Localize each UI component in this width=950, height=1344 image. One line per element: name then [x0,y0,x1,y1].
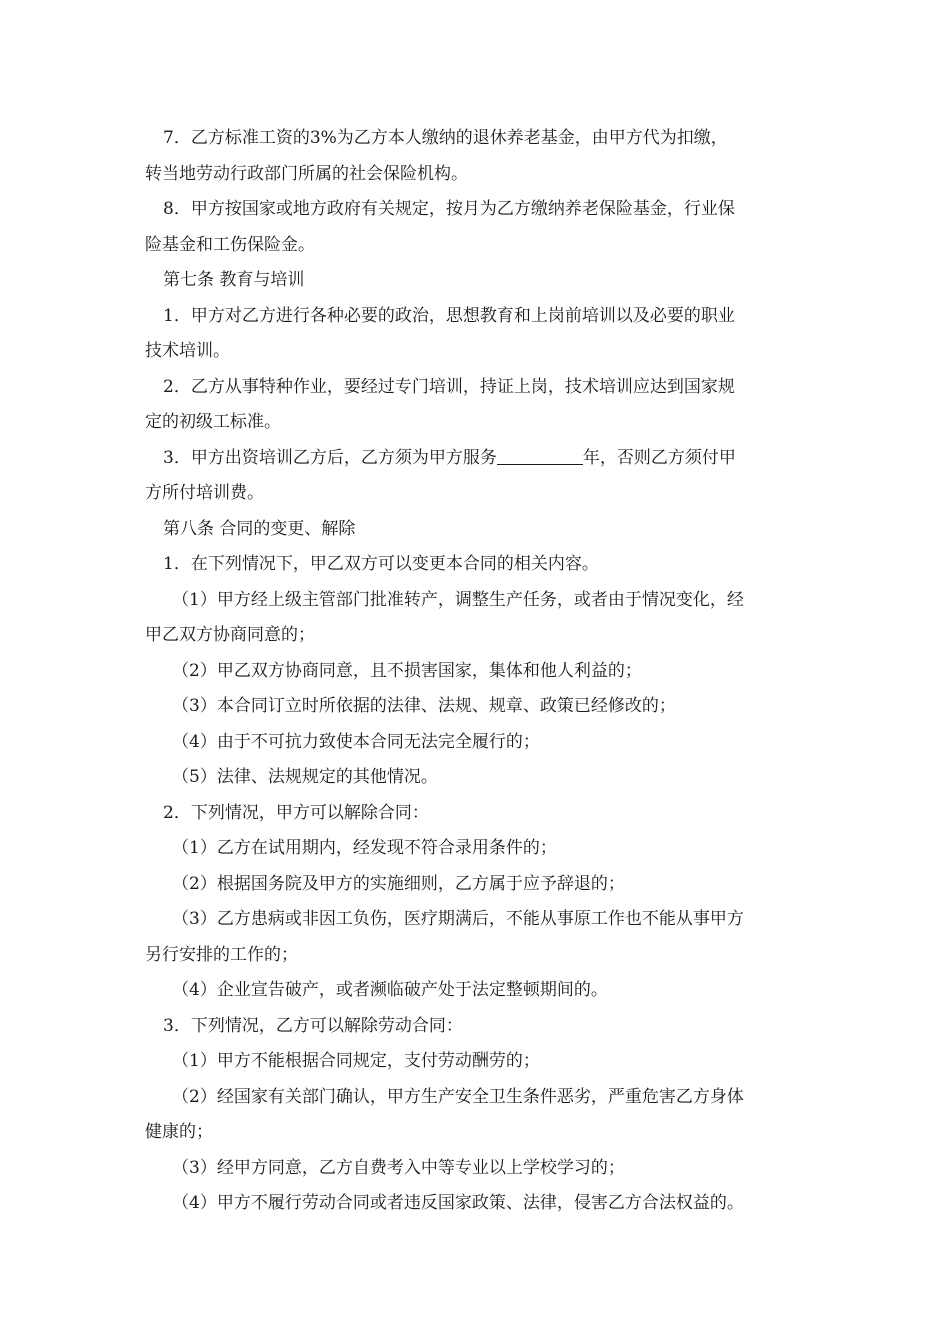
list-item-continuation: 另行安排的工作的； [145,944,298,965]
paragraph-line: 1．甲方对乙方进行各种必要的政治，思想教育和上岗前培训以及必要的职业 [163,305,735,326]
list-item: （2）经国家有关部门确认，甲方生产安全卫生条件恶劣，严重危害乙方身体 [172,1086,744,1107]
list-item: （4）企业宣告破产，或者濒临破产处于法定整顿期间的。 [172,980,608,1000]
paragraph-line [145,441,815,477]
list-item: （2）根据国务院及甲方的实施细则，乙方属于应予辞退的； [172,873,625,894]
list-item-continuation: 健康的； [145,1122,213,1142]
line-text-before-blank: 3．甲方出资培训乙方后，乙方须为甲方服务 [163,447,497,468]
list-item: （4）甲方不履行劳动合同或者违反国家政策、法律，侵害乙方合法权益的。 [172,1193,744,1213]
paragraph-line: 转当地劳动行政部门所属的社会保险机构。 [145,163,468,184]
list-item: （3）乙方患病或非因工负伤，医疗期满后，不能从事原工作也不能从事甲方 [172,909,744,929]
list-item: （3）本合同订立时所依据的法律、法规、规章、政策已经修改的； [172,696,676,716]
paragraph-line: 3．下列情况，乙方可以解除劳动合同： [163,1015,463,1036]
paragraph-line: 7．乙方标准工资的3%为乙方本人缴纳的退休养老基金，由甲方代为扣缴， [163,128,728,148]
contract-body [145,121,815,1222]
paragraph-line: 2．乙方从事特种作业，要经过专门培训，持证上岗，技术培训应达到国家规 [163,376,735,397]
line-text-after-blank: 年，否则乙方须付甲 [582,447,736,468]
paragraph-line: 方所付培训费。 [145,483,264,503]
list-item-continuation: 甲乙双方协商同意的； [145,625,315,645]
list-item: （1）甲方不能根据合同规定，支付劳动酬劳的； [172,1051,540,1071]
section-heading: 第七条 教育与培训 [163,270,305,290]
list-item: （2）甲乙双方协商同意，且不损害国家，集体和他人利益的； [172,660,642,681]
section-heading: 第八条 合同的变更、解除 [163,518,356,539]
list-item: （3）经甲方同意，乙方自费考入中等专业以上学校学习的； [172,1157,625,1178]
list-item: （4）由于不可抗力致使本合同无法完全履行的； [172,731,540,752]
list-item: （1）乙方在试用期内，经发现不符合录用条件的； [172,838,557,858]
paragraph-line: 8．甲方按国家或地方政府有关规定，按月为乙方缴纳养老保险基金，行业保 [163,199,735,219]
paragraph-line: 定的初级工标准。 [145,412,281,432]
list-item: （1）甲方经上级主管部门批准转产，调整生产任务，或者由于情况变化，经 [172,589,744,610]
fill-in-blank[interactable] [497,447,583,465]
paragraph-line: 1．在下列情况下，甲乙双方可以变更本合同的相关内容。 [163,554,599,574]
paragraph-line: 2．下列情况，甲方可以解除合同： [163,802,429,823]
paragraph-line: 技术培训。 [145,341,230,361]
list-item: （5）法律、法规规定的其他情况。 [172,767,438,787]
paragraph-line: 险基金和工伤保险金。 [145,234,315,255]
